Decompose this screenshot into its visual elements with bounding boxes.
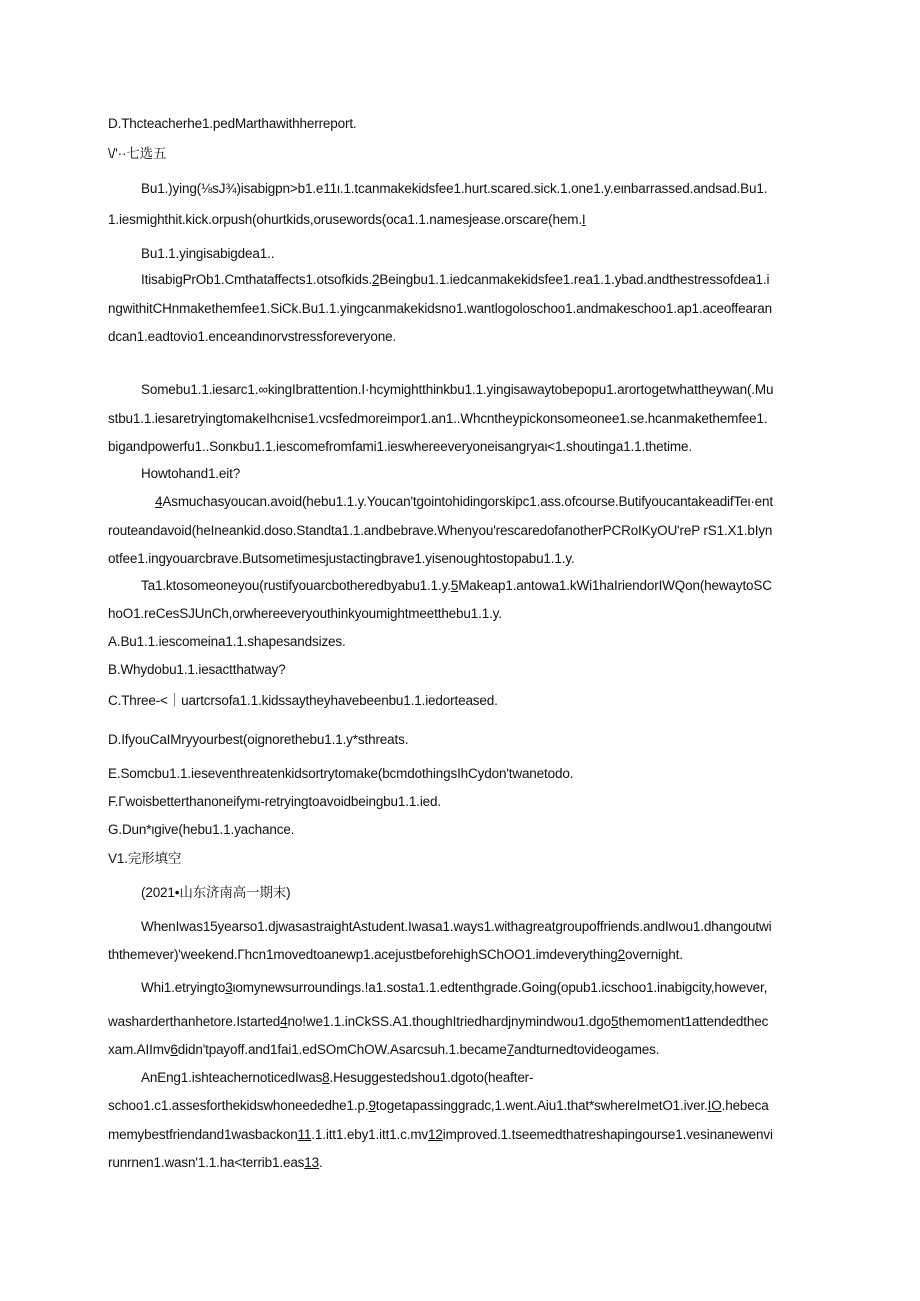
- text-line: [108, 1097, 769, 1115]
- blank-marker: 6: [170, 1042, 178, 1057]
- line-text: hoO1.reCesSJUnCh,orwhereeveryouthinkyoumightmeetthebu1.1.y.: [108, 606, 502, 621]
- line-text: E.Somcbu1.1.ieseventhreatenkidsortrytomake(bcmdothingsIhCydon'twanetodo.: [108, 766, 574, 781]
- line-text: overnight.: [625, 947, 683, 962]
- text-line: [108, 946, 683, 964]
- line-text: Howtohand1.eit?: [141, 466, 241, 481]
- line-text: Beingbu1.1.iedcanmakekidsfee1.rea1.1.ybad.andthestressofdea1.i: [379, 272, 770, 287]
- option-d: [108, 731, 408, 749]
- text-line: [108, 550, 575, 568]
- line-text: \/'··七选五: [108, 146, 167, 161]
- line-text: Bu1.)ying(⅛sJ¾)isabigpn>b1.e11ι.1.tcanmakekidsfee1.hurt.scared.sick.1.one1.y.eιnbarrassed.andsad.Bu1.: [141, 181, 768, 196]
- line-text: C.Three-<｜uartcrsofa1.1.kidssaytheyhavebeenbu1.1.iedorteased.: [108, 693, 498, 708]
- line-text: WhenIwas15yearso1.djwasastraightAstudent.Iwasa1.ways1.withagreatgroupoffriends.andIwou1.dhangoutwi: [141, 919, 772, 934]
- line-text: bigandpowerfu1..Sonκbu1.1.iescomefromfami1.ieswhereeveryoneisangryaι<1.shoutinga1.1.thetime.: [108, 439, 692, 454]
- section-heading: [108, 145, 166, 163]
- line-text: memybestfriendand1wasbackon: [108, 1127, 298, 1142]
- line-text: schoo1.c1.assesforthekidswhoneededhe1.p.: [108, 1098, 369, 1113]
- line-text: Whi1.etryingto: [141, 980, 226, 995]
- line-text: D.IfyouCaIMryyourbest(oignorethebu1.1.y*sthreats.: [108, 732, 409, 747]
- text-line: [141, 465, 240, 483]
- line-text: themoment1attendedthec: [618, 1014, 769, 1029]
- blank-marker: 2: [617, 947, 626, 962]
- line-text: Ta1.ktosomeoneyou(rustifyouarcbotheredbyabu1.1.y.: [141, 578, 451, 593]
- text-line: [141, 271, 769, 289]
- line-text: dcan1.eadtovio1.enceandιnorvstressforeveryone.: [108, 329, 397, 344]
- option-f: [108, 793, 441, 811]
- text-line: [108, 522, 772, 540]
- line-text: .1.itt1.eby1.itt1.c.mv: [311, 1127, 429, 1142]
- text-line: [108, 410, 767, 428]
- line-text: G.Dun*ιgive(hebu1.1.yachance.: [108, 822, 295, 837]
- line-text: ItisabigPrOb1.Cmthataffects1.otsofkids.: [141, 272, 373, 287]
- line-text: andturnedtovideogames.: [514, 1042, 660, 1057]
- section-heading: [108, 850, 181, 868]
- text-line: [108, 300, 772, 318]
- line-text: Bu1.1.yingisabigdea1..: [141, 246, 275, 261]
- option-c: [108, 692, 498, 710]
- text-line: [108, 115, 357, 133]
- blank-marker: 7: [506, 1042, 515, 1057]
- line-text: D.Thcteacherhe1.pedMarthawithherreport.: [108, 116, 357, 131]
- line-text: AnEng1.ishteachernoticedIwas: [141, 1070, 323, 1085]
- option-a: [108, 633, 346, 651]
- option-b: [108, 661, 286, 679]
- blank-marker: 8: [322, 1070, 330, 1085]
- line-text: routeandavoid(heIneankid.doso.Standta1.1.andbebrave.Whenyou'rescaredofanotherPCRoIKyOU'reP rS1.X1.bIyn: [108, 523, 773, 538]
- text-line: [141, 180, 767, 198]
- line-text: runrnen1.wasn'1.1.ha<terrib1.eas: [108, 1155, 305, 1170]
- blank-marker: I: [581, 212, 586, 227]
- line-text: B.Whydobu1.1.iesactthatway?: [108, 662, 286, 677]
- line-text: F.Γwoisbetterthanoneifymι-retryingtoavoidbeingbu1.1.ied.: [108, 794, 441, 809]
- line-text: .hebeca: [721, 1098, 769, 1113]
- text-line: [108, 1013, 768, 1031]
- line-text: Asmuchasyoucan.avoid(hebu1.1.y.Youcan'tgointohidingorskipc1.ass.ofcourse.ButifyoucantakeadifTeι·ent: [162, 494, 773, 509]
- option-g: [108, 821, 294, 839]
- text-line: [141, 577, 772, 595]
- option-e: [108, 765, 573, 783]
- line-text: A.Bu1.1.iescomeina1.1.shapesandsizes.: [108, 634, 346, 649]
- text-line: [108, 211, 586, 229]
- blank-marker: 4: [280, 1014, 288, 1029]
- blank-marker: IO: [707, 1098, 722, 1113]
- line-text: .Hesuggestedshou1.dgoto(heafter-: [329, 1070, 534, 1085]
- blank-marker: 5: [611, 1014, 619, 1029]
- text-line: [108, 328, 396, 346]
- blank-marker: 13: [304, 1155, 320, 1170]
- line-text: V1.完形填空: [108, 851, 182, 866]
- line-text: .: [319, 1155, 323, 1170]
- blank-marker: 12: [428, 1127, 443, 1142]
- text-line: [141, 979, 767, 997]
- text-line: [141, 918, 771, 936]
- line-text: Somebu1.1.iesarc1.∞kingIbrattention.I·hcymightthinkbu1.1.yingisawaytobepopu1.arortogetwhattheywan(.Mu: [141, 382, 774, 397]
- line-text: didn'tpayoff.and1fai1.edSOmChOW.Asarcsuh.1.became: [177, 1042, 507, 1057]
- line-text: stbu1.1.iesaretryingtomakeIhcnise1.vcsfedmoreimpor1.an1..Whcntheypickonsomeonee1.se.hcanmakethemfee1.: [108, 411, 768, 426]
- text-line: [141, 1069, 533, 1087]
- line-text: (2021•山东济南高一期末): [141, 885, 291, 900]
- text-line: [141, 381, 773, 399]
- text-line: [108, 1126, 773, 1144]
- text-line: [155, 493, 773, 511]
- source-note: [141, 884, 291, 902]
- line-text: no!we1.1.inCkSS.A1.thoughItriedhardjnymindwou1.dgo: [287, 1014, 611, 1029]
- blank-marker: 3: [225, 980, 233, 995]
- line-text: washarderthanhetore.Istarted: [108, 1014, 281, 1029]
- line-text: ιomynewsurroundings.!a1.sosta1.1.edtenthgrade.Going(opub1.icschoo1.inabigcity,however,: [232, 980, 768, 995]
- blank-marker: 5: [450, 578, 459, 593]
- blank-marker: 4: [155, 494, 163, 509]
- blank-marker: 11: [297, 1127, 312, 1142]
- text-line: [108, 438, 692, 456]
- text-line: [108, 605, 502, 623]
- line-text: togetapassinggradc,1.went.Aiu1.that*swhereImetO1.iver.: [375, 1098, 708, 1113]
- text-line: [141, 245, 274, 263]
- blank-marker: 9: [368, 1098, 376, 1113]
- line-text: 1.iesmighthit.kick.orpush(ohurtkids,orusewords(oca1.1.namesjease.orscare(hem.: [108, 212, 582, 227]
- text-line: [108, 1154, 323, 1172]
- line-text: improved.1.tseemedthatreshapingourse1.vesinanewenvi: [442, 1127, 773, 1142]
- line-text: otfee1.ingyouarcbrave.Butsometimesjustactingbrave1.yisenoughtostopabu1.1.y.: [108, 551, 575, 566]
- blank-marker: 2: [372, 272, 380, 287]
- line-text: ngwithitCHnmakethemfee1.SiCk.Bu1.1.yingcanmakekidsno1.wantlogoloschoo1.andmakeschoo1.ap1.aceoffearan: [108, 301, 772, 316]
- line-text: ththemever)'weekend.Γhcn1movedtoanewp1.acejustbeforehighSChOO1.imdeverything: [108, 947, 618, 962]
- line-text: xam.AIImv: [108, 1042, 171, 1057]
- line-text: Makeap1.antowa1.kWi1haIriendorIWQon(hewaytoSC: [458, 578, 772, 593]
- text-line: [108, 1041, 659, 1059]
